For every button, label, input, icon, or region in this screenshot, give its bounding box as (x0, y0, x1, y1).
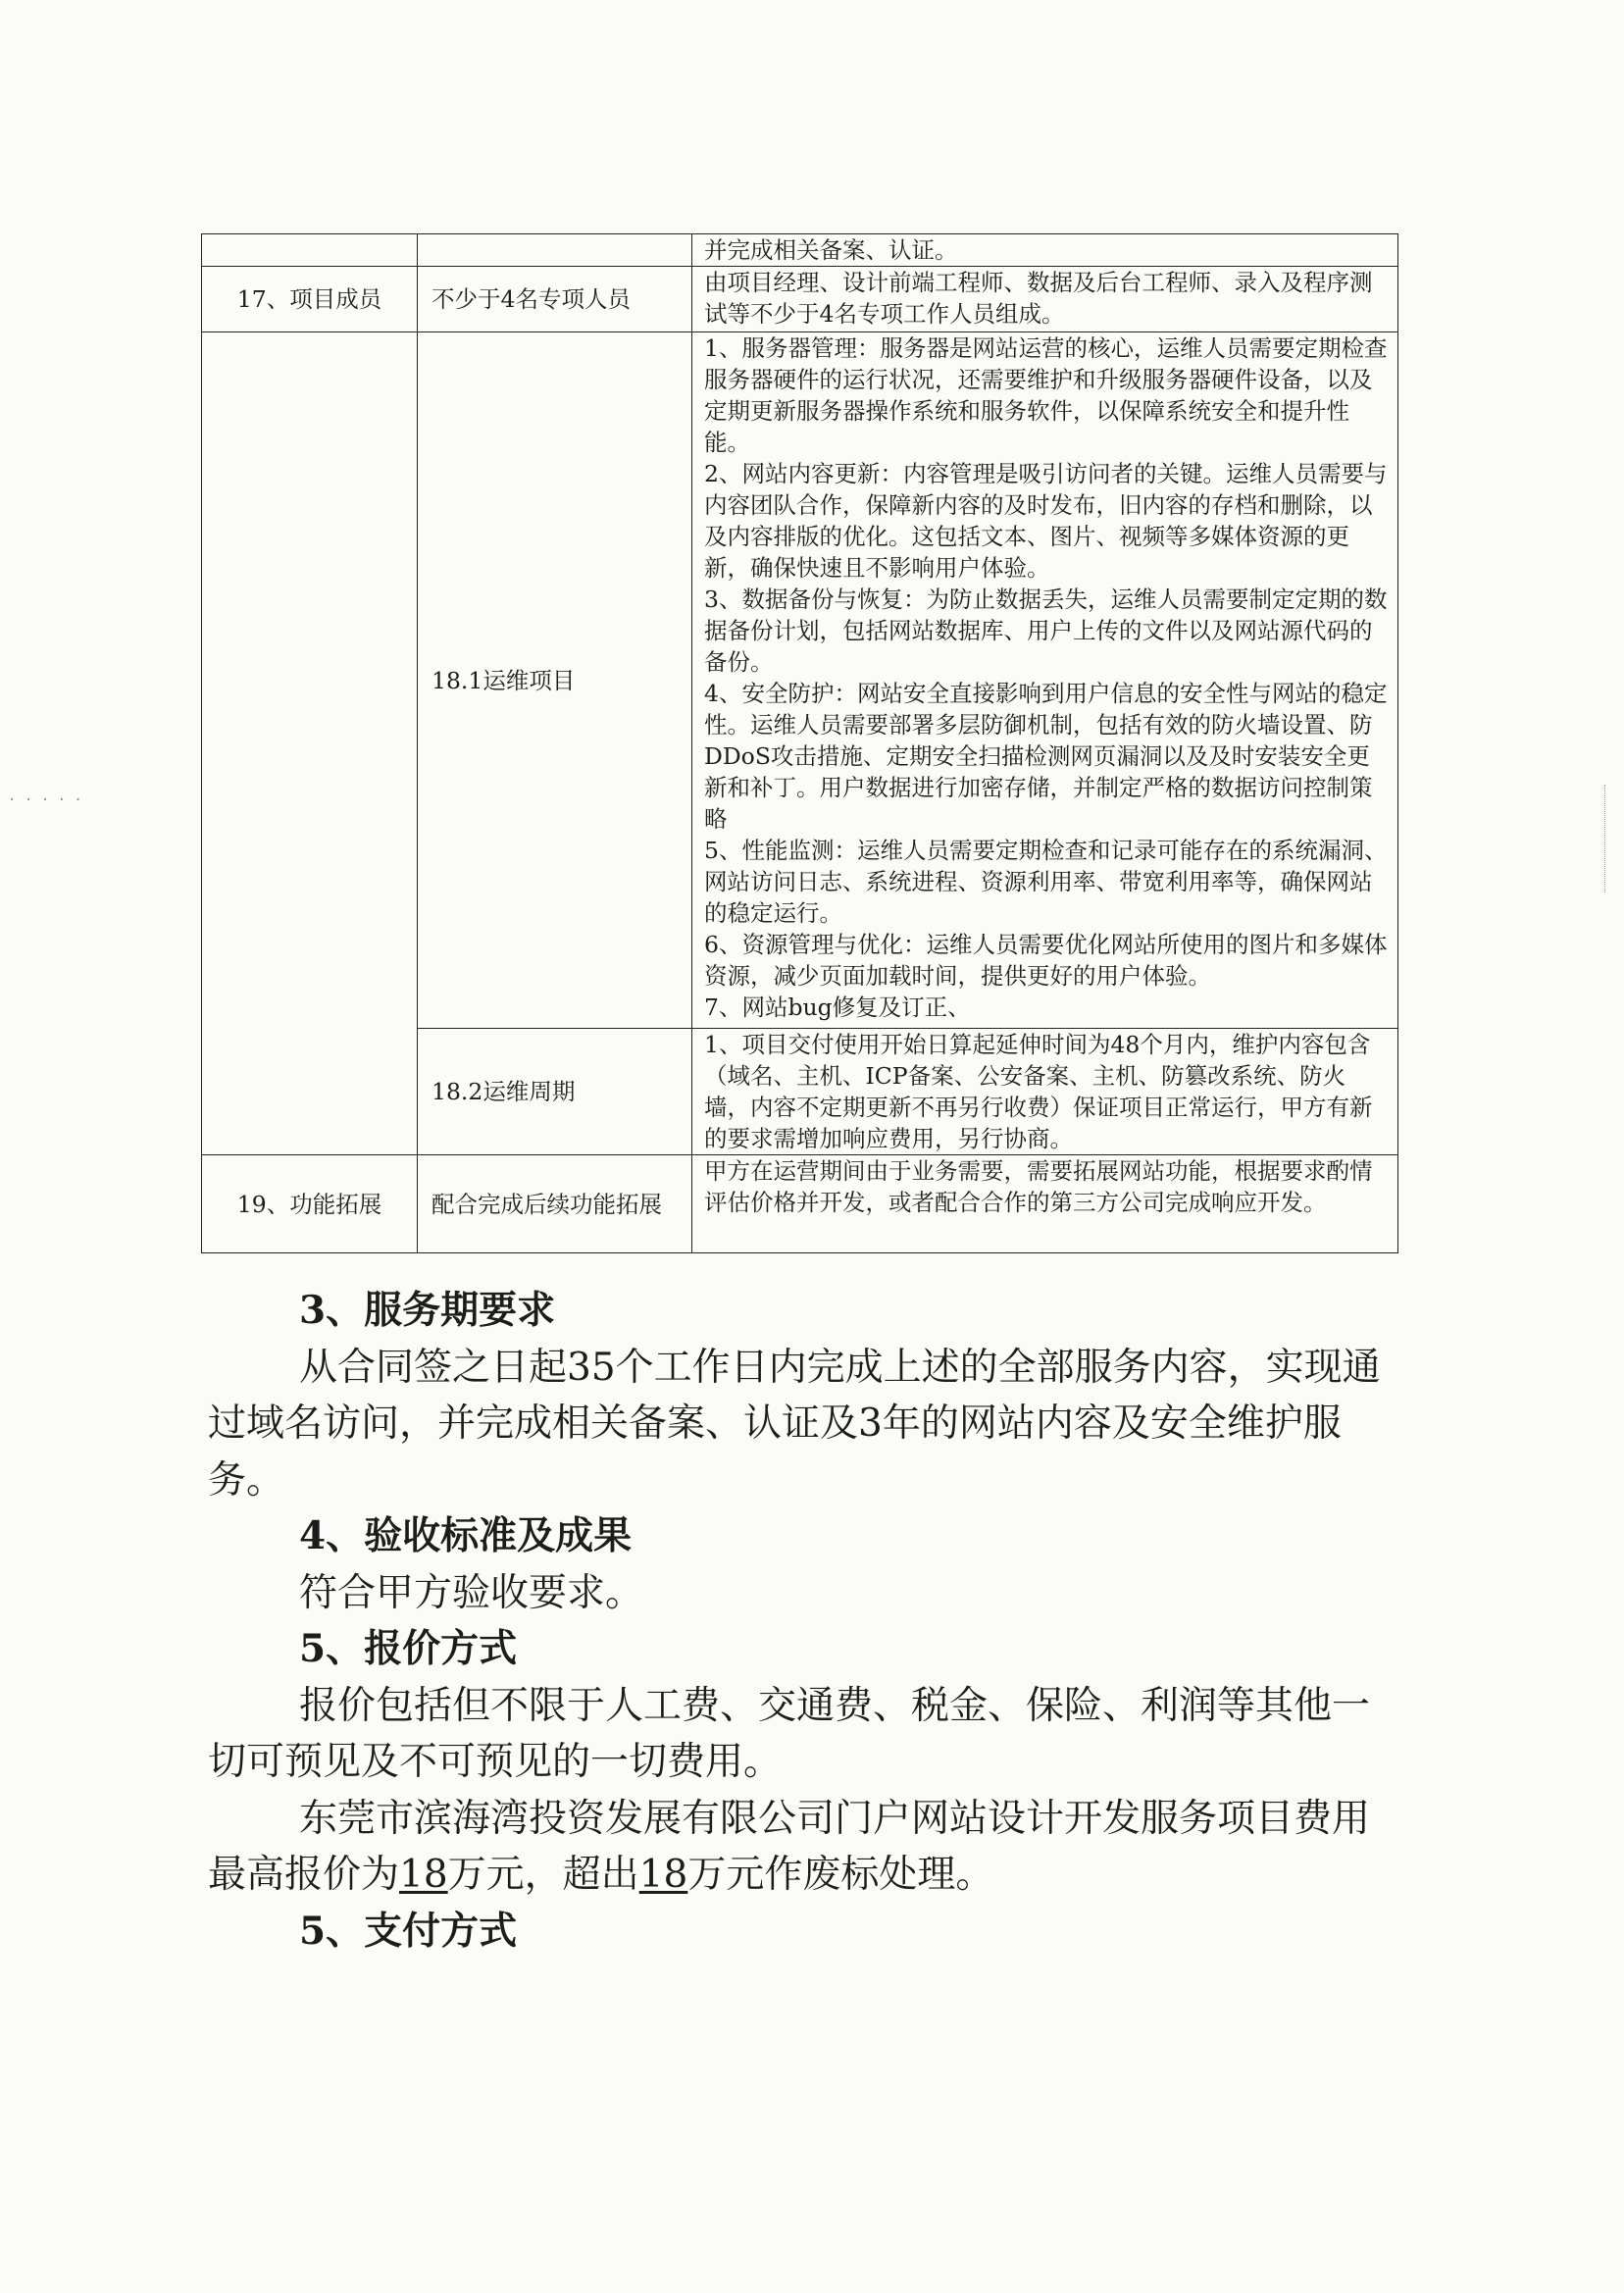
row-description (692, 332, 1398, 1029)
section-heading: 5、报价方式 (299, 1626, 518, 1671)
scan-artifact (1604, 785, 1611, 892)
section-heading: 5、支付方式 (299, 1908, 518, 1954)
row-item-label: 18.1运维项目 (418, 332, 692, 1029)
text-run: 万元，超出 (447, 1853, 639, 1897)
price-amount: 18 (399, 1853, 448, 1897)
paragraph: 报价包括但不限于人工费、交通费、税金、保险、利润等其他一切可预见及不可预见的一切费用。 (208, 1683, 1371, 1784)
table-row (202, 1155, 1398, 1253)
row-description: 1、项目交付使用开始日算起延伸时间为48个月内，维护内容包含（域名、主机、ICP备案、公安备案、主机、防篡改系统、防火墙，内容不定期更新不再另行收费）保证项目正常运行，甲方有新的要求需增加响应费用，另行协商。 (692, 1029, 1398, 1155)
row-item-label: 配合完成后续功能拓展 (418, 1155, 692, 1253)
table-row (202, 234, 1398, 267)
document-body (208, 1283, 1395, 1960)
row-item-label: 不少于4名专项人员 (418, 267, 692, 332)
text-run: 万元作废标处理。 (687, 1853, 994, 1897)
table-cell (202, 234, 418, 267)
requirements-table (201, 233, 1398, 1253)
price-amount: 18 (638, 1853, 688, 1897)
paragraph (208, 1791, 1395, 1904)
section-heading: 4、验收标准及成果 (299, 1513, 633, 1558)
scan-artifact: · · · · · (8, 792, 82, 808)
table-row (202, 267, 1398, 332)
table-row (202, 332, 1398, 1029)
list-item: 2、网站内容更新：内容管理是吸引访问者的关键。运维人员需要与内容团队合作，保障新内容的及时发布，旧内容的存档和删除，以及内容排版的优化。这包括文本、图片、视频等多媒体资源的更新，确保快速且不影响用户体验。 (704, 460, 1388, 582)
table-cell: 并完成相关备案、认证。 (692, 234, 1398, 267)
paragraph: 符合甲方验收要求。 (299, 1570, 644, 1615)
table-cell (418, 234, 692, 267)
row-number-label: 17、项目成员 (202, 267, 418, 332)
section-heading: 3、服务期要求 (299, 1288, 556, 1333)
paragraph: 从合同签之日起35个工作日内完成上述的全部服务内容，实现通过域名访问，并完成相关备案、认证及3年的网站内容及安全维护服务。 (208, 1345, 1381, 1503)
row-description: 甲方在运营期间由于业务需要，需要拓展网站功能，根据要求酌情评估价格并开发，或者配合合作的第三方公司完成响应开发。 (692, 1155, 1398, 1253)
row-number-label: 19、功能拓展 (202, 1155, 418, 1253)
list-item: 3、数据备份与恢复：为防止数据丢失，运维人员需要制定定期的数据备份计划，包括网站数据库、用户上传的文件以及网站源代码的备份。 (704, 586, 1388, 676)
list-item: 5、性能监测：运维人员需要定期检查和记录可能存在的系统漏洞、网站访问日志、系统进程、资源利用率、带宽利用率等，确保网站的稳定运行。 (704, 837, 1388, 927)
list-item: 4、安全防护：网站安全直接影响到用户信息的安全性与网站的稳定性。运维人员需要部署多层防御机制，包括有效的防火墙设置、防DDoS攻击措施、定期安全扫描检测网页漏洞以及及时安装安全更新和补丁。用户数据进行加密存储，并制定严格的数据访问控制策略 (704, 680, 1388, 833)
list-item: 7、网站bug修复及订正、 (704, 994, 971, 1021)
list-item: 6、资源管理与优化：运维人员需要优化网站所使用的图片和多媒体资源，减少页面加载时间，提供更好的用户体验。 (704, 931, 1388, 990)
row-description: 由项目经理、设计前端工程师、数据及后台工程师、录入及程序测试等不少于4名专项工作人员组成。 (692, 267, 1398, 332)
row-item-label: 18.2运维周期 (418, 1029, 692, 1155)
list-item: 1、服务器管理：服务器是网站运营的核心，运维人员需要定期检查服务器硬件的运行状况，还需要维护和升级服务器硬件设备，以及定期更新服务器操作系统和服务软件，以保障系统安全和提升性能。 (704, 334, 1388, 456)
table-cell (202, 332, 418, 1155)
text-run: 东莞市滨海湾投资发展有限公司门户网站设计开发服务项目费用最高报价为 (208, 1796, 1371, 1897)
